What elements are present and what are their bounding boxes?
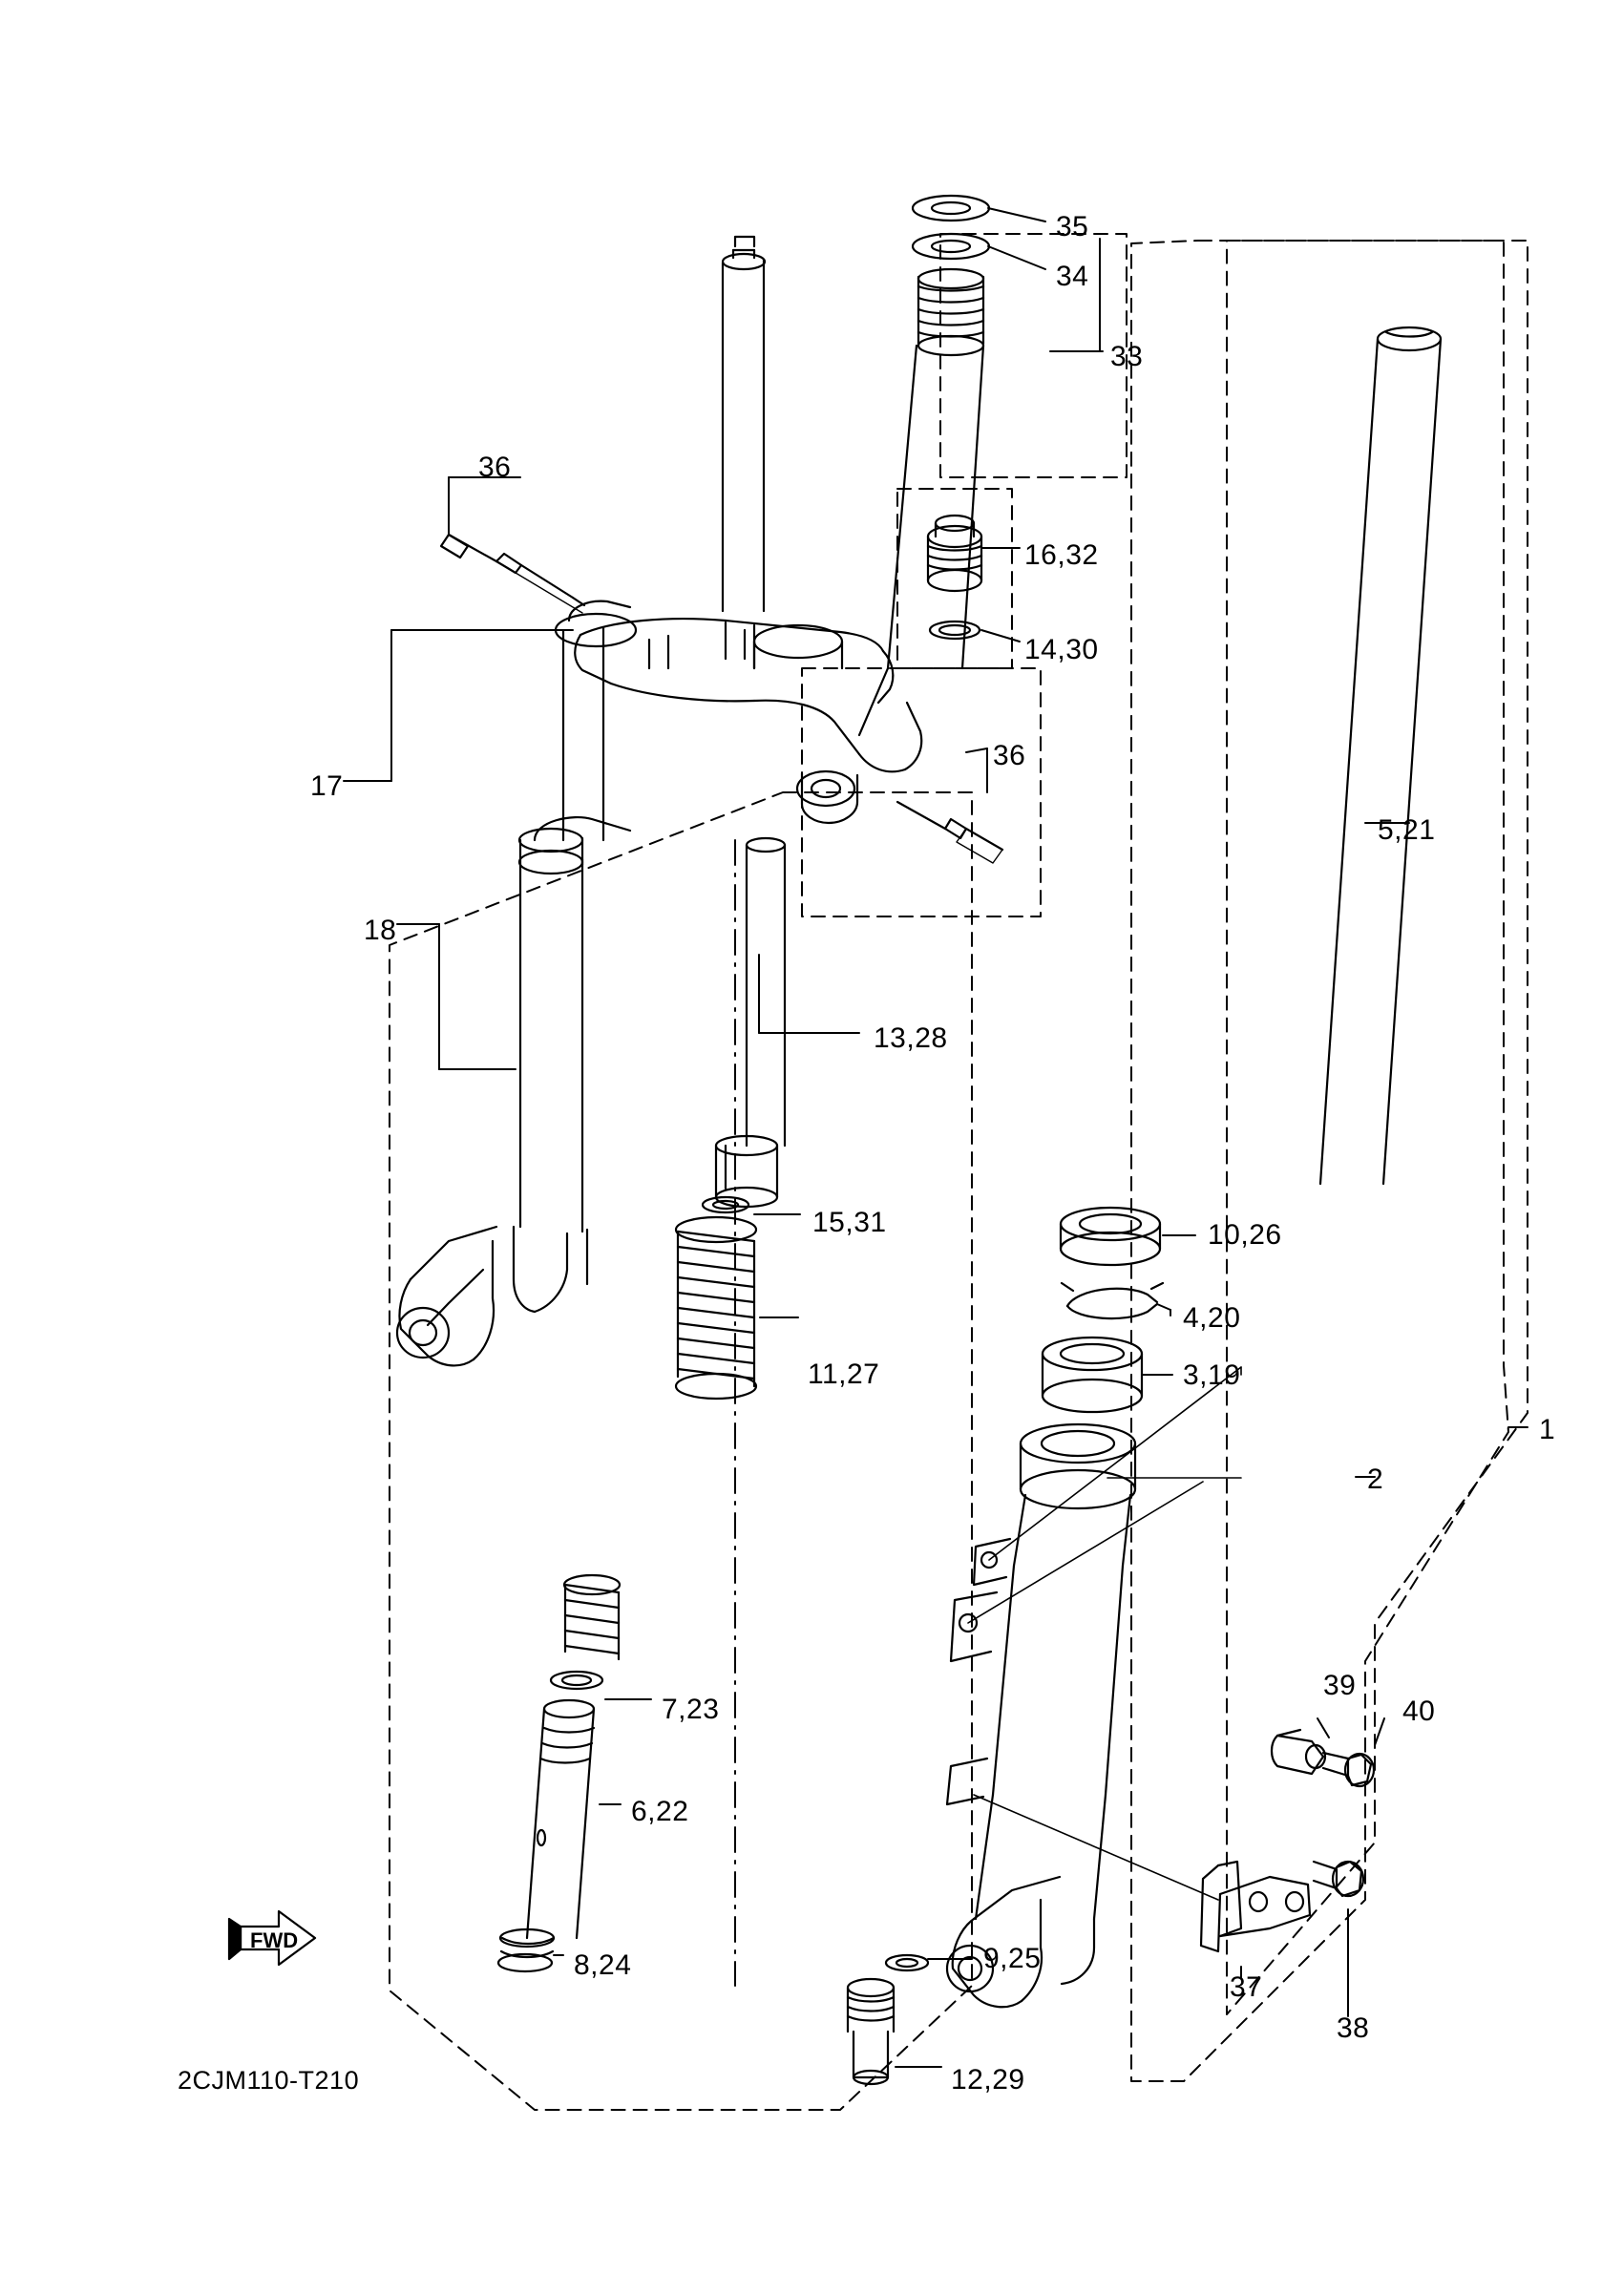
callout-16-32: 16,32 [1024, 539, 1099, 571]
inner-tube-521 [1320, 327, 1441, 1184]
washer-34 [913, 234, 989, 259]
right-outer-slider [947, 1424, 1135, 2007]
callout-11-27: 11,27 [808, 1359, 880, 1390]
callout-35: 35 [1056, 211, 1089, 242]
callout-34: 34 [1056, 261, 1089, 292]
bolt-38 [1314, 1862, 1363, 1896]
bush-319 [1043, 1338, 1142, 1412]
callout-14-30: 14,30 [1024, 634, 1099, 665]
callout-38: 38 [1337, 2012, 1370, 2044]
callout-36-upper: 36 [478, 452, 512, 483]
washer-925 [886, 1955, 928, 1970]
callout-10-26: 10,26 [1208, 1219, 1282, 1251]
diagram-code: 2CJM110-T210 [178, 2066, 360, 2095]
callout-12-29: 12,29 [951, 2064, 1025, 2096]
washer-723 [551, 1672, 602, 1689]
callout-39: 39 [1323, 1670, 1357, 1701]
cap-bolt-1632 [928, 516, 981, 591]
callout-17: 17 [310, 770, 344, 802]
callout-1: 1 [1539, 1414, 1556, 1445]
bolt-40 [1323, 1753, 1374, 1786]
callout-15-31: 15,31 [812, 1207, 887, 1238]
callout-6-22: 6,22 [631, 1796, 689, 1827]
clip-420 [1062, 1283, 1163, 1318]
bolt-1229 [848, 1979, 894, 2084]
spring-lower-section [564, 1575, 620, 1659]
group-outline-1 [1131, 241, 1508, 2081]
left-fork-assembly [397, 237, 765, 1365]
oil-seal-1026 [1061, 1208, 1160, 1265]
callout-33: 33 [1110, 341, 1144, 372]
callout-4-20: 4,20 [1183, 1302, 1241, 1334]
callout-37: 37 [1230, 1971, 1263, 2003]
callout-9-25: 9,25 [983, 1943, 1042, 1974]
callout-13-28: 13,28 [874, 1022, 948, 1054]
hose-holder-39 [1272, 1730, 1325, 1774]
callout-3-19: 3,19 [1183, 1359, 1241, 1391]
oring-1430 [930, 621, 980, 639]
callout-40: 40 [1402, 1696, 1436, 1727]
callout-18: 18 [364, 915, 397, 946]
right-inner-tube-top [859, 196, 989, 735]
ring-824 [498, 1929, 554, 1971]
callout-5-21: 5,21 [1378, 814, 1436, 846]
group-outline-left [390, 792, 972, 2110]
callout-7-23: 7,23 [662, 1694, 720, 1725]
washer-35 [913, 196, 989, 221]
spring-1127 [676, 1217, 756, 1399]
tube-622 [527, 1700, 594, 1938]
callout-2: 2 [1367, 1464, 1384, 1495]
callout-8-24: 8,24 [574, 1949, 632, 1981]
callout-36-lower: 36 [993, 740, 1026, 771]
fwd-label: FWD [250, 1928, 299, 1952]
